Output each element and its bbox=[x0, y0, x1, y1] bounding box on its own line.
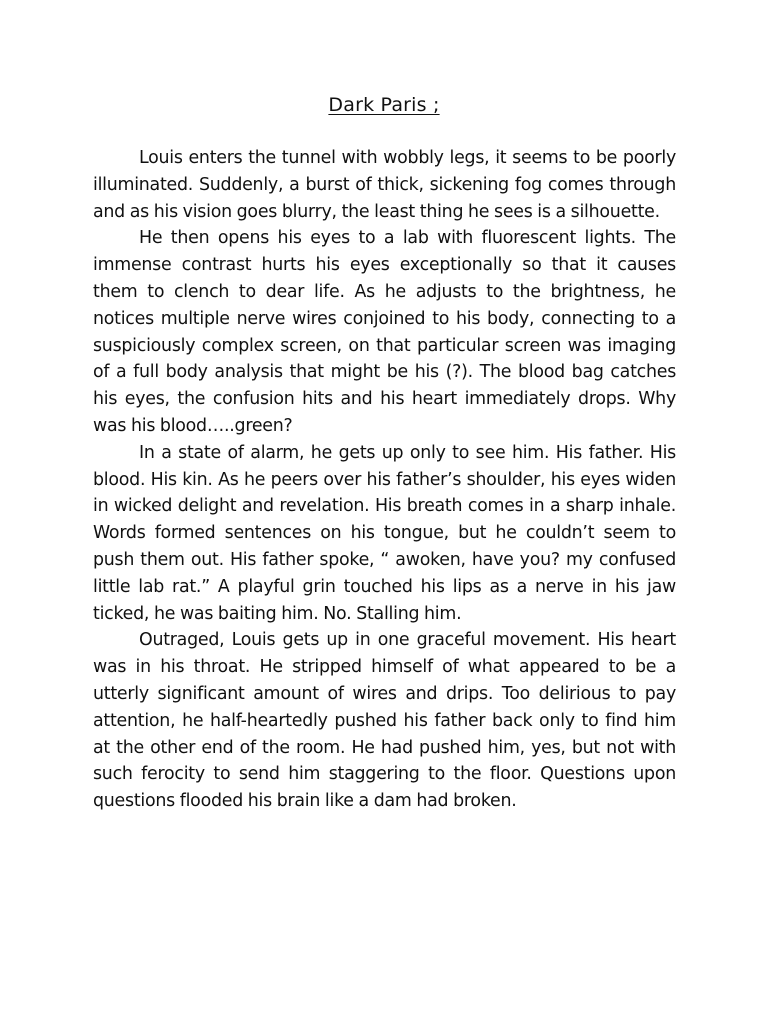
paragraph: Outraged, Louis gets up in one graceful movement. His heart was in his throat. He stripped himself of what appeared to be a utterly significant amount of wires and drips. Too delirious to pay attention, he half-heartedly pushed his father back only to find him at the other end of the room. He had pushed him, yes, but not with such ferocity to send him staggering to the floor. Questions upon questions flooded his brain like a dam had broken. bbox=[93, 630, 676, 812]
document-body bbox=[93, 145, 676, 815]
paragraph: Louis enters the tunnel with wobbly legs, it seems to be poorly illuminated. Suddenly, a burst of thick, sickening fog comes through and as his vision goes blurry, the least thing he sees is a silhouette. bbox=[93, 148, 676, 222]
paragraph: In a state of alarm, he gets up only to see him. His father. His blood. His kin. As he peers over his father’s shoulder, his eyes widen in wicked delight and revelation. His breath comes in a sharp inhale. Words formed sentences on his tongue, but he couldn’t seem to push them out. His father spoke, “ awoken, have you? my confused little lab rat.” A playful grin touched his lips as a nerve in his jaw ticked, he was baiting him. No. Stalling him. bbox=[93, 442, 676, 624]
document-title-text: Dark Paris ; bbox=[328, 94, 440, 116]
paragraph: He then opens his eyes to a lab with fluorescent lights. The immense contrast hurts his eyes exceptionally so that it causes them to clench to dear life. As he adjusts to the brightness, he notices multiple nerve wires conjoined to his body, connecting to a suspiciously complex screen, on that particular screen was imaging of a full body analysis that might be his (?). The blood bag catches his eyes, the confusion hits and his heart immediately drops. Why was his blood…..green? bbox=[93, 228, 676, 436]
document-title bbox=[0, 92, 768, 118]
